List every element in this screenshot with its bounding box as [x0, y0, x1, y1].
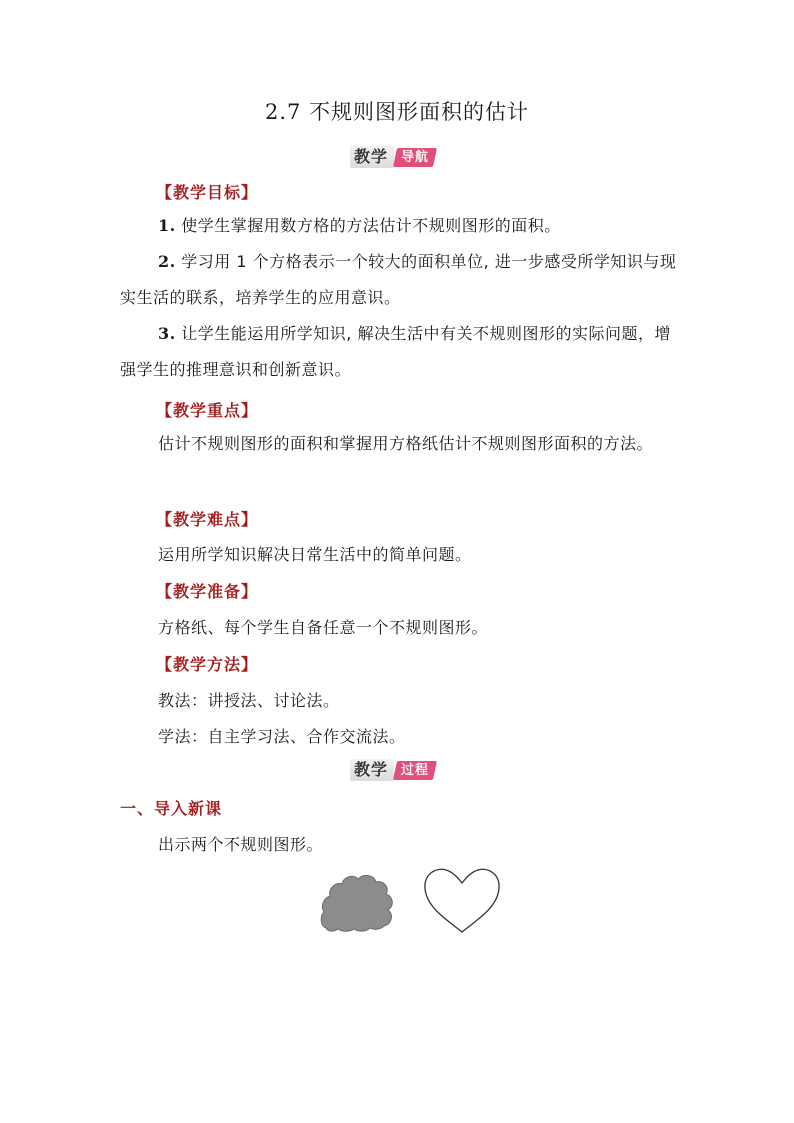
preparation-heading: 【教学准备】 — [156, 582, 259, 601]
badge-left-label: 教学 — [350, 759, 394, 781]
heart-shape — [425, 869, 499, 932]
objective-text: 让学生能运用所学知识, 解决生活中有关不规则图形的实际问题，增强学生的推理意识和创新意识。 — [120, 324, 671, 379]
badge-right-tag — [393, 761, 437, 780]
objective-item-1 — [120, 208, 680, 244]
objective-text: 学习用 1 个方格表示一个较大的面积单位, 进一步感受所学知识与现实生活的联系，培养学生的应用意识。 — [120, 252, 677, 307]
objective-item-3 — [120, 316, 680, 388]
badge-left-label: 教学 — [350, 146, 394, 168]
objective-item-2 — [120, 244, 680, 316]
objectives-heading: 【教学目标】 — [156, 183, 259, 202]
objective-text: 使学生掌握用数方格的方法估计不规则图形的面积。 — [175, 216, 561, 235]
objective-number: 1. — [158, 216, 176, 235]
teaching-process-badge — [350, 758, 435, 782]
objective-number: 2. — [158, 252, 176, 271]
badge-right-label: 过程 — [401, 762, 430, 778]
learning-method-text: 学法：自主学习法、合作交流法。 — [158, 727, 406, 746]
difficulties-text: 运用所学知识解决日常生活中的简单问题。 — [158, 545, 472, 564]
badge-right-tag — [393, 148, 437, 167]
cloud-blob-shape — [321, 875, 392, 931]
page-title: 2.7 不规则图形面积的估计 — [264, 100, 530, 124]
section-one-heading: 一、导入新课 — [120, 799, 223, 818]
teaching-method-text: 教法：讲授法、讨论法。 — [158, 691, 340, 710]
irregular-shapes-figure — [318, 864, 508, 938]
objective-number: 3. — [158, 324, 176, 343]
preparation-text: 方格纸、每个学生自备任意一个不规则图形。 — [158, 618, 489, 637]
teaching-guide-badge — [350, 145, 435, 169]
badge-right-label: 导航 — [401, 149, 430, 165]
key-points-text: 估计不规则图形的面积和掌握用方格纸估计不规则图形面积的方法。 — [158, 434, 654, 453]
section-one-text: 出示两个不规则图形。 — [158, 835, 324, 854]
methods-heading: 【教学方法】 — [156, 655, 259, 674]
key-points-heading: 【教学重点】 — [156, 401, 259, 420]
difficulties-heading: 【教学难点】 — [156, 510, 259, 529]
